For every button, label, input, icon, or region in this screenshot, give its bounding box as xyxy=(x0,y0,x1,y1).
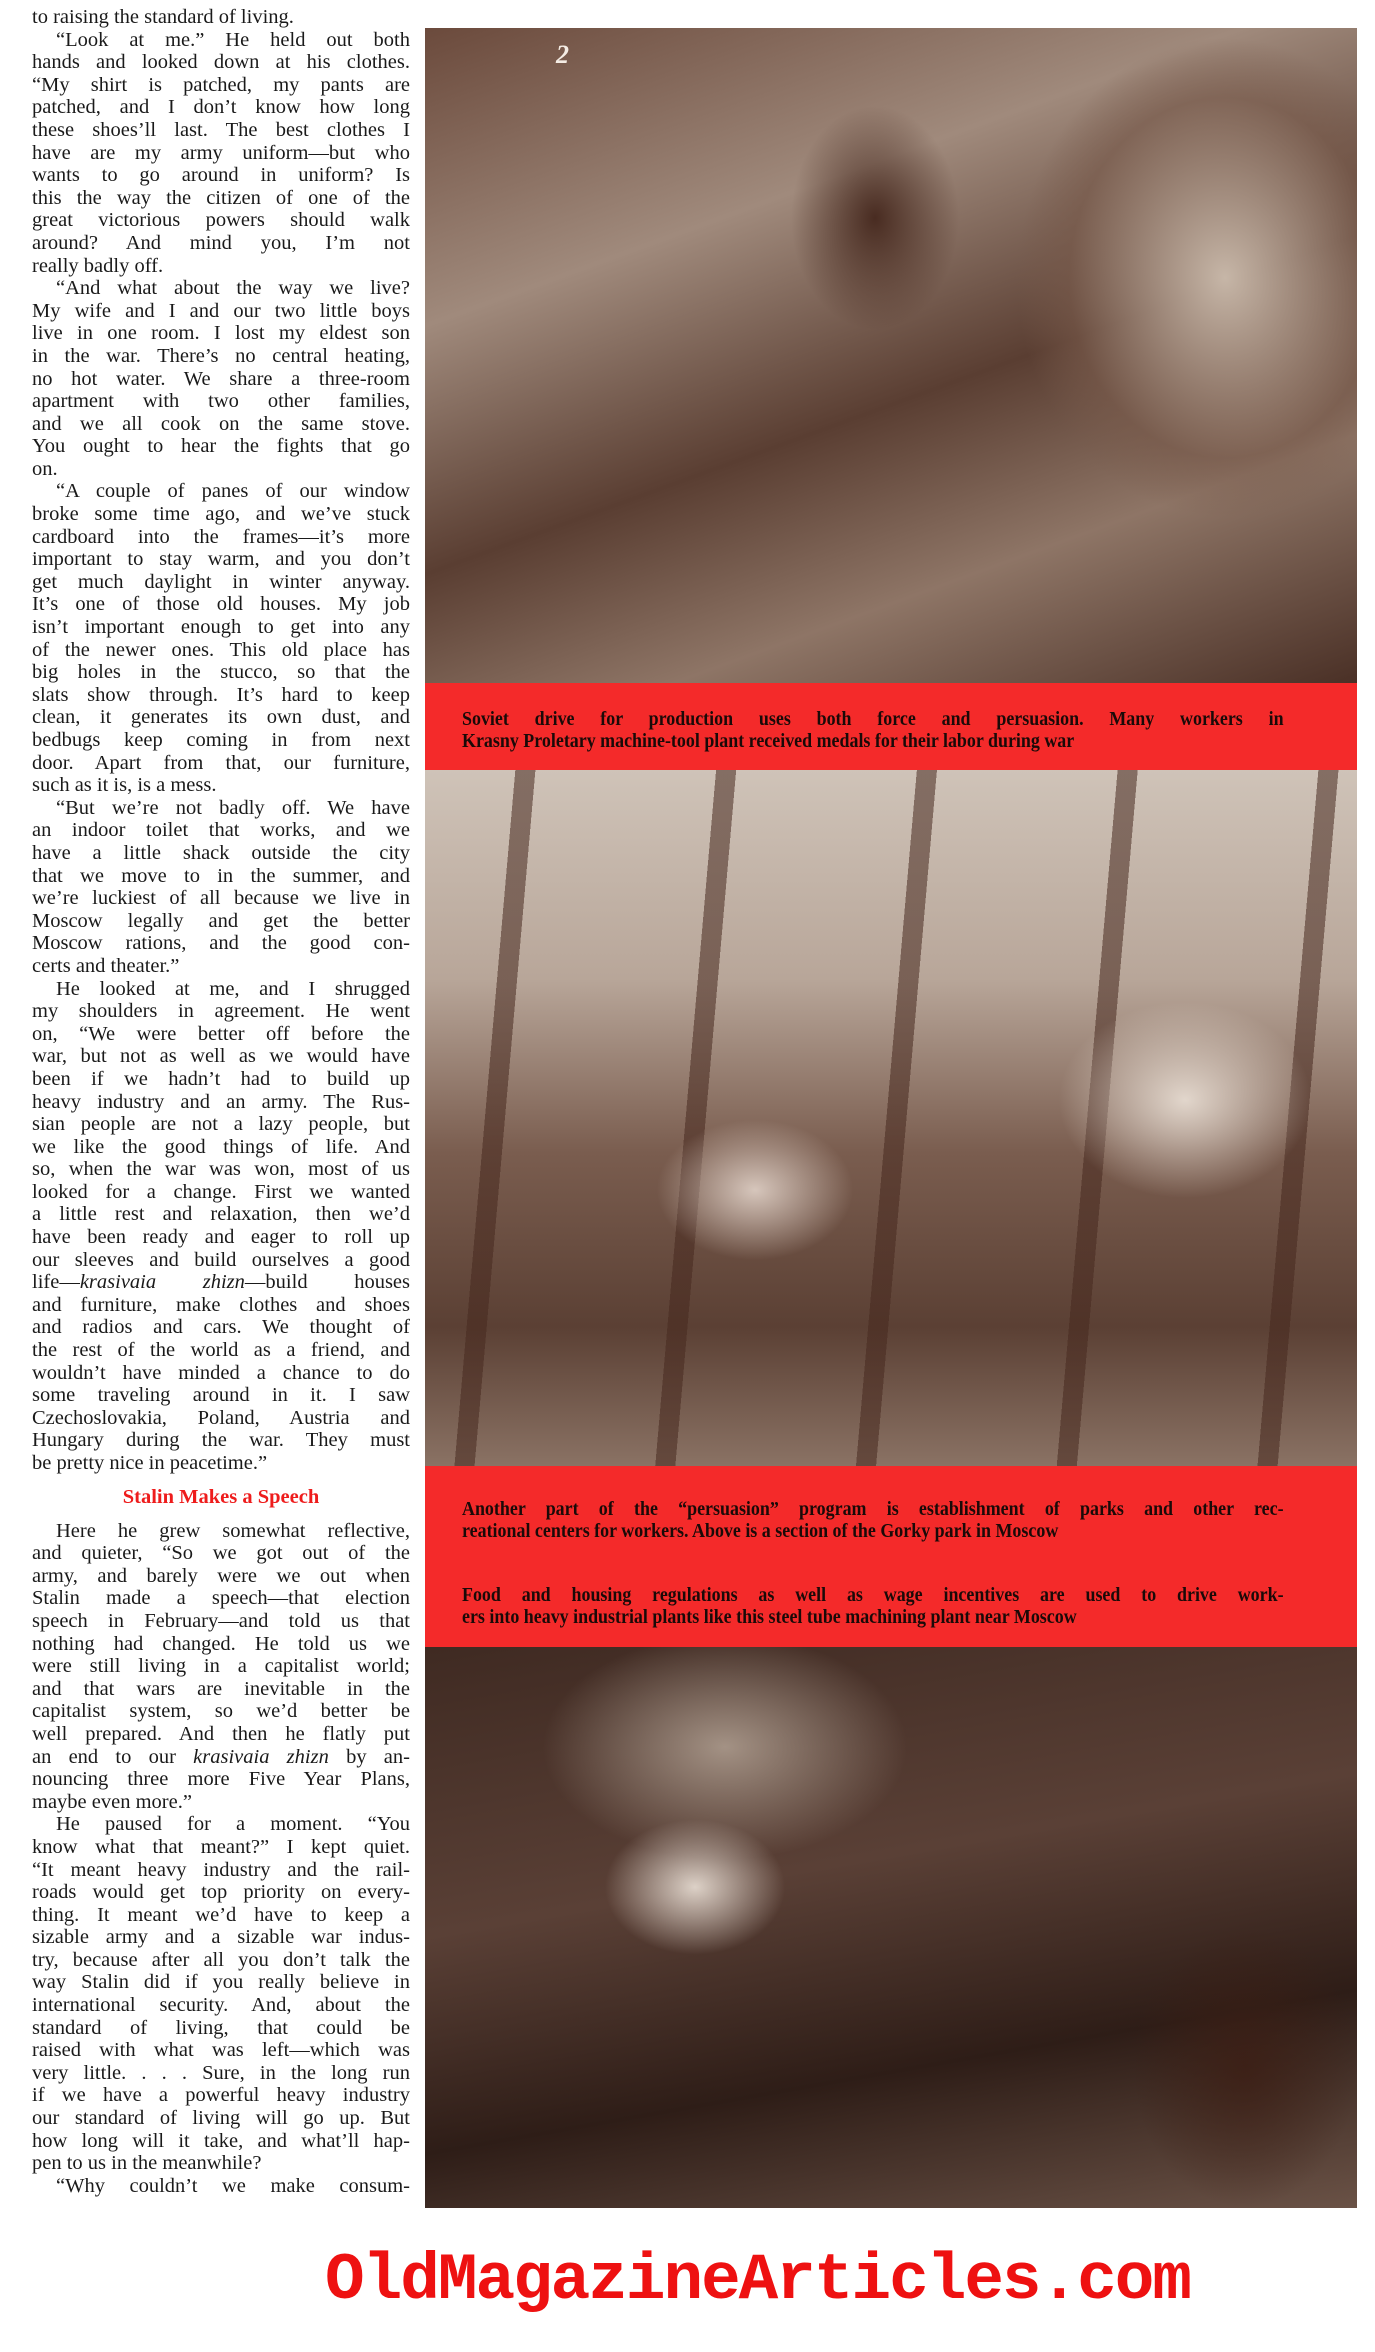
text-line: war, but not as well as we would have xyxy=(32,1045,410,1068)
text-line: an indoor toilet that works, and we xyxy=(32,819,410,842)
text-line: great victorious powers should walk xyxy=(32,209,410,232)
caption-steel-plant xyxy=(462,1585,1284,1629)
text-line: around? And mind you, I’m not xyxy=(32,231,410,254)
article-body-part-1 xyxy=(32,6,410,1475)
text-line: wants to go around in uniform? Is xyxy=(32,164,410,187)
text-line: sian people are not a lazy people, but xyxy=(32,1113,410,1136)
text-line: to raising the standard of living. xyxy=(32,6,294,28)
text-line: My wife and I and our two little boys xyxy=(32,299,410,322)
text-line: He paused for a moment. “You xyxy=(56,1813,410,1836)
text-line: been if we hadn’t had to build up xyxy=(32,1067,410,1090)
caption-line: Krasny Proletary machine-tool plant received medals for their labor during war xyxy=(462,731,1075,752)
text-line: heavy industry and an army. The Rus- xyxy=(32,1090,410,1113)
text-line: Moscow legally and get the better xyxy=(32,909,410,932)
photo-gorky-park xyxy=(425,770,1357,1466)
text-line: bedbugs keep coming in from next xyxy=(32,729,410,751)
caption-line: reational centers for workers. Above is a section of the Gorky park in Moscow xyxy=(462,1521,1059,1542)
text-line: Stalin made a speech—that election xyxy=(32,1587,410,1610)
text-line: that we move to in the summer, and xyxy=(32,864,410,887)
text-line: no hot water. We share a three-room xyxy=(32,367,410,390)
text-line: Czechoslovakia, Poland, Austria and xyxy=(32,1406,410,1429)
caption-band-1 xyxy=(425,683,1357,770)
text-line: hands and looked down at his clothes. xyxy=(32,51,410,74)
text-line: these shoes’ll last. The best clothes I xyxy=(32,118,410,141)
text-line: roads would get top priority on every- xyxy=(32,1881,410,1904)
text-line: and furniture, make clothes and shoes xyxy=(32,1293,410,1316)
text-line: sizable army and a sizable war indus- xyxy=(32,1926,410,1949)
text-line: “And what about the way we live? xyxy=(56,277,410,300)
text-line: army, and barely were we out when xyxy=(32,1564,410,1587)
caption-gorky-park xyxy=(462,1499,1284,1543)
text-line: clean, it generates its own dust, and xyxy=(32,706,410,729)
site-logo[interactable]: OldMagazineArticles.com xyxy=(325,2243,1190,2318)
text-line: thing. It meant we’d have to keep a xyxy=(32,1903,410,1926)
text-line: You ought to hear the fights that go xyxy=(32,435,410,458)
text-line: try, because after all you don’t talk the xyxy=(32,1948,410,1971)
caption-line: Food and housing regulations as well as wage incentives are used to drive work- xyxy=(462,1585,1284,1606)
text-line: “It meant heavy industry and the rail- xyxy=(32,1858,410,1881)
text-line: our sleeves and build ourselves a good xyxy=(32,1248,410,1271)
text-line: slats show through. It’s hard to keep xyxy=(32,683,410,706)
page-number: 2 xyxy=(556,40,569,69)
text-line: door. Apart from that, our furniture, xyxy=(32,751,410,774)
text-line: and quieter, “So we got out of the xyxy=(32,1542,410,1565)
text-line: wouldn’t have minded a chance to do xyxy=(32,1361,410,1384)
text-line: big holes in the stucco, so that the xyxy=(32,661,410,684)
caption-line: Soviet drive for production uses both force and persuasion. Many workers in xyxy=(462,709,1284,730)
text-line: way Stalin did if you really believe in xyxy=(32,1971,410,1994)
text-line: capitalist system, so we’d better be xyxy=(32,1700,410,1723)
text-line: It’s one of those old houses. My job xyxy=(32,593,410,616)
text-line: isn’t important enough to get into any xyxy=(32,616,410,639)
text-line: standard of living, that could be xyxy=(32,2016,410,2039)
text-line: the rest of the world as a friend, and xyxy=(32,1339,410,1362)
text-line: have a little shack outside the city xyxy=(32,841,410,864)
text-line: certs and theater.” xyxy=(32,954,180,977)
text-line: we’re luckiest of all because we live in xyxy=(32,887,410,910)
text-line: and radios and cars. We thought of xyxy=(32,1316,410,1339)
text-line: “But we’re not badly off. We have xyxy=(56,796,410,819)
text-line: apartment with two other families, xyxy=(32,390,410,413)
text-line: raised with what was left—which was xyxy=(32,2039,410,2062)
text-line: live in one room. I lost my eldest son xyxy=(32,322,410,345)
text-line: on. xyxy=(32,457,58,480)
text-line: have are my army uniform—but who xyxy=(32,141,410,164)
text-line: well prepared. And then he flatly put xyxy=(32,1722,410,1745)
caption-band-2 xyxy=(425,1466,1357,1647)
text-line: some traveling around in it. I saw xyxy=(32,1384,410,1407)
text-line: Hungary during the war. They must xyxy=(32,1429,410,1452)
text-line: international security. And, about the xyxy=(32,1994,410,2017)
caption-line: ers into heavy industrial plants like this steel tube machining plant near Moscow xyxy=(462,1607,1077,1628)
text-line: He looked at me, and I shrugged xyxy=(56,977,410,1000)
text-line: maybe even more.” xyxy=(32,1790,192,1813)
photo-steel-tube-plant xyxy=(425,1647,1357,2208)
photo-machine-tool-worker xyxy=(425,28,1357,683)
text-line: “Why couldn’t we make consum- xyxy=(56,2174,410,2197)
text-line: cardboard into the frames—it’s more xyxy=(32,525,410,548)
text-line: such as it is, is a mess. xyxy=(32,774,217,797)
text-line: nothing had changed. He told us we xyxy=(32,1632,410,1655)
italic-phrase: krasivaia zhizn xyxy=(79,1271,245,1294)
text-line: very little. . . . Sure, in the long run xyxy=(32,2061,410,2084)
text-line: a little rest and relaxation, then we’d xyxy=(32,1203,410,1226)
text-line: we like the good things of life. And xyxy=(32,1135,410,1158)
text-line: know what that meant?” I kept quiet. xyxy=(32,1835,410,1858)
caption-line: Another part of the “persuasion” program is establishment of parks and other rec- xyxy=(462,1499,1284,1520)
text-line: looked for a change. First we wanted xyxy=(32,1180,410,1203)
text-line: so, when the war was won, most of us xyxy=(32,1158,410,1181)
text-line: broke some time ago, and we’ve stuck xyxy=(32,503,410,526)
text-line: and we all cook on the same stove. xyxy=(32,412,410,435)
text-line: important to stay warm, and you don’t xyxy=(32,548,410,571)
italic-phrase: krasivaia zhizn xyxy=(193,1745,329,1768)
text-line: in the war. There’s no central heating, xyxy=(32,344,410,367)
text-line: patched, and I don’t know how long xyxy=(32,96,410,119)
text-line: “A couple of panes of our window xyxy=(56,480,410,503)
text-line: if we have a powerful heavy industry xyxy=(32,2084,410,2107)
text-line: of the newer ones. This old place has xyxy=(32,638,410,661)
text-line: life—krasivaia zhizn—build houses xyxy=(32,1271,410,1294)
text-line: pen to us in the meanwhile? xyxy=(32,2152,262,2175)
section-heading: Stalin Makes a Speech xyxy=(122,1485,320,1508)
text-line: nouncing three more Five Year Plans, xyxy=(32,1768,410,1791)
text-line: be pretty nice in peacetime.” xyxy=(32,1452,268,1474)
text-line: were still living in a capitalist world; xyxy=(32,1655,410,1678)
caption-production xyxy=(462,709,1284,753)
text-line: get much daylight in winter anyway. xyxy=(32,570,410,593)
article-body-part-2 xyxy=(32,1520,410,2198)
text-line: “My shirt is patched, my pants are xyxy=(32,73,410,96)
text-line: an end to our krasivaia zhizn by an- xyxy=(32,1745,410,1768)
text-line: this the way the citizen of one of the xyxy=(32,186,410,209)
text-line: have been ready and eager to roll up xyxy=(32,1226,410,1249)
text-line: and that wars are inevitable in the xyxy=(32,1677,410,1700)
text-line: Here he grew somewhat reflective, xyxy=(56,1519,410,1542)
article-text-column xyxy=(32,6,410,2197)
text-line: really badly off. xyxy=(32,254,164,277)
text-line: our standard of living will go up. But xyxy=(32,2107,410,2130)
text-line: how long will it take, and what’ll hap- xyxy=(32,2129,410,2152)
text-line: on, “We were better off before the xyxy=(32,1022,410,1045)
text-line: “Look at me.” He held out both xyxy=(56,28,410,51)
text-line: speech in February—and told us that xyxy=(32,1609,410,1632)
text-line: Moscow rations, and the good con- xyxy=(32,932,410,955)
text-line: my shoulders in agreement. He went xyxy=(32,1000,410,1023)
